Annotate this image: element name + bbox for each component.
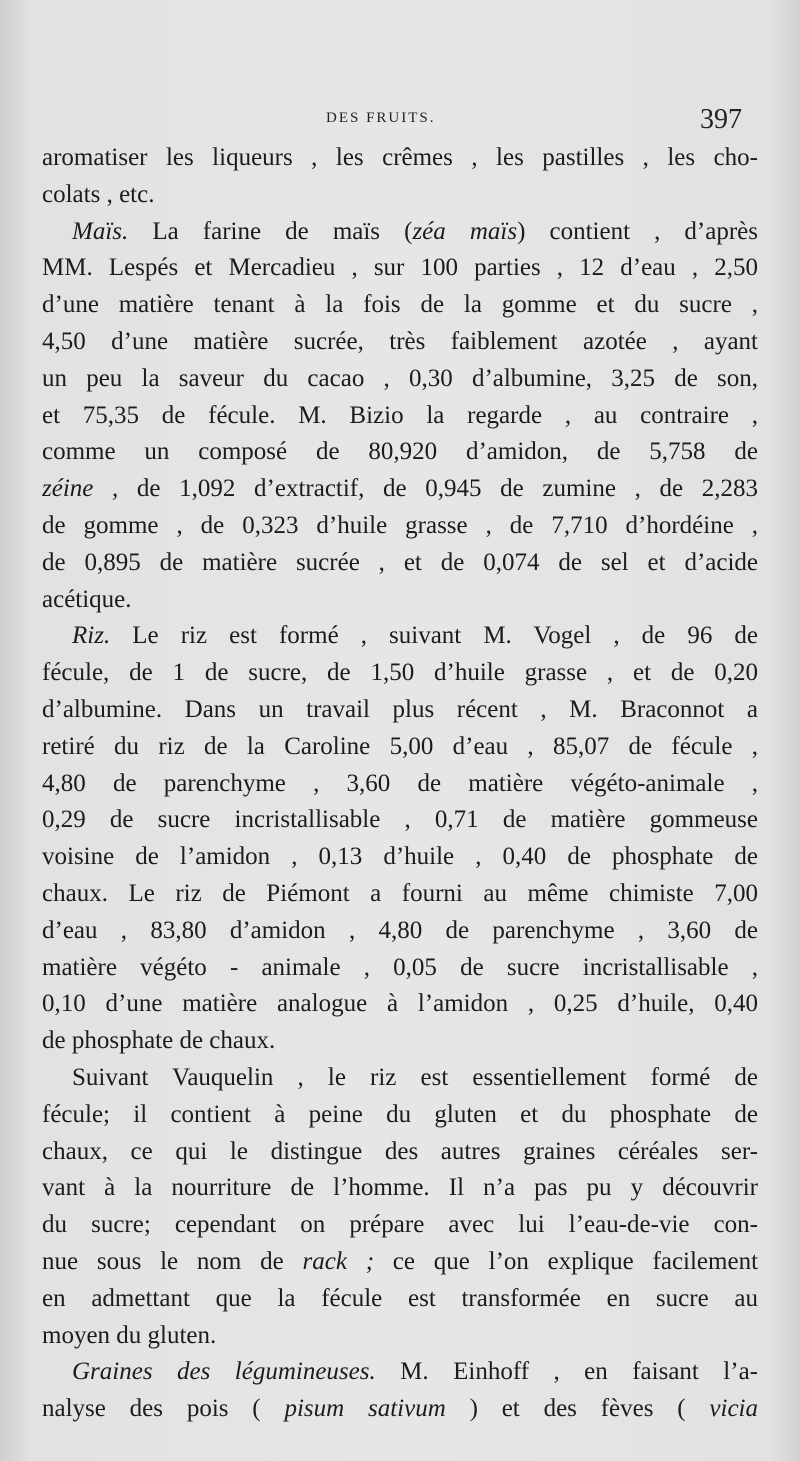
text-segment: un peu la saveur du cacao , 0,30 d’albumine, 3,25 de son,	[42, 364, 758, 392]
italic-text: vicia	[709, 1395, 758, 1423]
text-segment: du sucre; cependant on prépare avec lui l’eau-de-vie con-	[42, 1211, 758, 1239]
text-line	[42, 766, 758, 803]
text-line	[42, 1060, 758, 1097]
text-segment: de phosphate de chaux.	[42, 1027, 276, 1055]
text-segment: de gomme , de 0,323 d’huile grasse , de 7,710 d’hordéine ,	[42, 511, 758, 539]
italic-text: zéine ,	[42, 475, 119, 503]
text-line	[42, 655, 758, 692]
text-segment: ) et des fèves (	[445, 1395, 710, 1423]
text-segment: 0,10 d’une matière analogue à l’amidon , 0,25 d’huile, 0,40	[42, 990, 758, 1018]
text-line	[42, 250, 758, 287]
text-segment: fécule; il contient à peine du gluten et du phosphate de	[42, 1100, 758, 1128]
text-segment: nue sous le nom de	[42, 1247, 303, 1275]
text-segment: d’albumine. Dans un travail plus récent , M. Braconnot a	[42, 695, 758, 723]
text-segment: d’eau , 83,80 d’amidon , 4,80 de parenchyme , 3,60 de	[42, 916, 758, 944]
text-segment: chaux. Le riz de Piémont a fourni au même chimiste 7,00	[42, 879, 758, 907]
text-segment: aromatiser les liqueurs , les crêmes , les pastilles , les cho-	[42, 144, 758, 171]
text-line	[42, 324, 758, 361]
text-line	[42, 1023, 758, 1060]
text-line	[42, 1318, 758, 1355]
italic-text: Riz.	[72, 622, 111, 650]
italic-text: Maïs.	[72, 217, 129, 245]
text-line	[42, 582, 758, 619]
italic-text: zéa maïs	[412, 217, 518, 245]
text-line	[42, 177, 758, 214]
text-segment: MM. Lespés et Mercadieu , sur 100 parties , 12 d’eau , 2,50	[42, 254, 758, 282]
text-line	[42, 839, 758, 876]
text-line	[42, 398, 758, 435]
text-line	[42, 140, 758, 177]
text-segment: de 1,092 d’extractif, de 0,945 de zumine , de 2,283	[118, 475, 758, 503]
italic-text: rack ;	[302, 1247, 375, 1275]
text-line	[42, 508, 758, 545]
text-line	[42, 986, 758, 1023]
text-line	[42, 1097, 758, 1134]
text-line	[42, 471, 758, 508]
text-line	[42, 618, 758, 655]
text-line	[42, 950, 758, 987]
text-segment: ce que l’on explique facilement	[374, 1247, 758, 1275]
text-line	[42, 1170, 758, 1207]
page-header	[0, 104, 800, 140]
text-segment: 4,50 d’une matière sucrée, très faiblement azotée , ayant	[42, 327, 758, 355]
text-line	[42, 434, 758, 471]
running-head: DES FRUITS.	[326, 110, 436, 126]
text-segment: comme un composé de 80,920 d’amidon, de 5,758 de	[42, 438, 758, 466]
text-segment: 0,29 de sucre incristallisable , 0,71 de matière gommeuse	[42, 806, 758, 834]
text-segment: acétique.	[42, 585, 132, 613]
text-segment: M. Einhoff , en faisant l’a-	[375, 1358, 758, 1386]
text-segment: La farine de maïs (	[128, 217, 413, 245]
text-line	[42, 1354, 758, 1391]
text-segment: d’une matière tenant à la fois de la gomme et du sucre ,	[42, 291, 758, 319]
text-line	[42, 1207, 758, 1244]
body-text	[42, 140, 758, 1428]
text-line	[42, 1391, 758, 1428]
text-segment: ) contient , d’après	[517, 217, 758, 245]
text-segment: chaux, ce qui le distingue des autres graines céréales ser-	[42, 1137, 758, 1165]
text-line	[42, 1244, 758, 1281]
text-line	[42, 802, 758, 839]
text-line	[42, 545, 758, 582]
text-segment: colats , etc.	[42, 180, 155, 208]
text-line	[42, 1281, 758, 1318]
text-segment: matière végéto - animale , 0,05 de sucre incristallisable ,	[42, 953, 758, 981]
text-segment: et 75,35 de fécule. M. Bizio la regarde , au contraire ,	[42, 401, 758, 429]
italic-text: Graines des légumineuses.	[72, 1358, 376, 1386]
page-number: 397	[700, 104, 742, 135]
text-segment: fécule, de 1 de sucre, de 1,50 d’huile grasse , et de 0,20	[42, 659, 758, 687]
text-segment: en admettant que la fécule est transformée en sucre au	[42, 1284, 758, 1312]
text-line	[42, 913, 758, 950]
text-segment: Le riz est formé , suivant M. Vogel , de 96 de	[110, 622, 758, 650]
text-segment: de 0,895 de matière sucrée , et de 0,074 de sel et d’acide	[42, 548, 758, 576]
text-segment: voisine de l’amidon , 0,13 d’huile , 0,40 de phosphate de	[42, 843, 758, 871]
text-line	[42, 1134, 758, 1171]
text-line	[42, 729, 758, 766]
text-line	[42, 876, 758, 913]
text-segment: Suivant Vauquelin , le riz est essentiellement formé de	[72, 1063, 758, 1091]
text-line	[42, 361, 758, 398]
italic-text: pisum sativum	[284, 1395, 446, 1423]
text-line	[42, 287, 758, 324]
text-segment: moyen du gluten.	[42, 1321, 217, 1349]
text-segment: retiré du riz de la Caroline 5,00 d’eau , 85,07 de fécule ,	[42, 732, 758, 760]
text-segment: 4,80 de parenchyme , 3,60 de matière végéto-animale ,	[42, 769, 758, 797]
text-line	[42, 692, 758, 729]
text-segment: vant à la nourriture de l’homme. Il n’a pas pu y découvrir	[42, 1174, 758, 1202]
text-line	[42, 214, 758, 251]
text-segment: nalyse des pois (	[42, 1395, 285, 1423]
